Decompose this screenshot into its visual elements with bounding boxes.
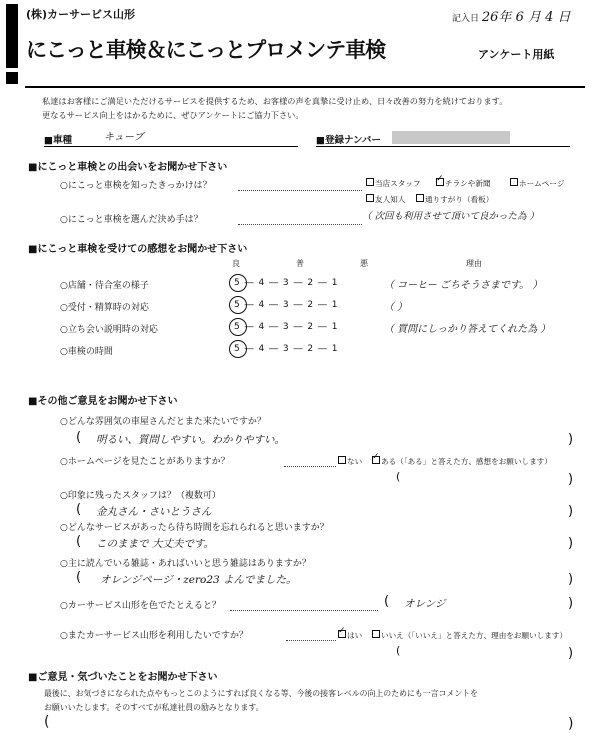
page-subtitle: アンケート用紙 bbox=[478, 48, 555, 61]
section3-title: ■その他ご意見をお聞かせ下さい bbox=[28, 396, 178, 407]
section4-line-2: お願いいたします。そのすべてが私達社員の励みとなります。 bbox=[44, 703, 264, 712]
leader-dots bbox=[238, 224, 362, 225]
row-reception-label: ○受付・精算時の対応 bbox=[60, 303, 149, 313]
paren-open: ( bbox=[396, 644, 401, 657]
option-friend[interactable]: 友人知人 bbox=[366, 194, 405, 205]
section3-q7: ○またカーサービス山形を利用したいですか？ bbox=[60, 631, 248, 641]
paren-close: ) bbox=[568, 596, 574, 611]
row-explain-label: ○立ち会い説明時の対応 bbox=[60, 325, 158, 335]
paren-open: ( bbox=[76, 430, 82, 445]
checkbox[interactable] bbox=[338, 456, 346, 464]
section1-q1: ○にこっと車検を知ったきっかけは？ bbox=[60, 181, 212, 191]
section1-a2[interactable]: （ 次回も利用させて頂いて良かった為 ） bbox=[362, 211, 540, 222]
checkbox-checked[interactable] bbox=[372, 456, 380, 464]
selected-circle-5 bbox=[229, 340, 247, 358]
section3-q3: ○印象に残ったスタッフは？（複数可） bbox=[60, 491, 221, 501]
plate-underline bbox=[316, 146, 570, 147]
paren-close: ) bbox=[568, 472, 574, 487]
date-value: 26年 6 月 4 日 bbox=[481, 10, 571, 25]
repeat-yes-option[interactable]: ✓ はい bbox=[338, 630, 362, 641]
section3-q1: ○どんな雰囲気の車屋さんだとまた来たいですか？ bbox=[60, 417, 266, 427]
paren-close: ) bbox=[568, 536, 574, 551]
exclamation-bar bbox=[6, 4, 18, 68]
section3-q6: ○カーサービス山形を色でたとえると？ bbox=[60, 601, 221, 611]
intro-line-1: 私達はお客様にご満足いただけるサービスを提供するため、お客様の声を真摯に受け止め、日々改善の努力を続けております。 bbox=[42, 96, 508, 106]
paren-open: ( bbox=[76, 502, 82, 517]
checkbox-checked[interactable] bbox=[338, 630, 346, 638]
scale-head-normal: 普 bbox=[296, 259, 304, 268]
date-label: 記入日 bbox=[452, 14, 480, 24]
intro-line-2: 更なるサービス向上をはかるために、ぜひアンケートにご協力下さい。 bbox=[42, 110, 304, 120]
repeat-no-option[interactable]: いいえ（「いいえ」と答えた方、理由をお願いします） bbox=[372, 630, 567, 641]
row-time-scale[interactable]: 5 ― 4 ― 3 ― 2 ― 1 bbox=[234, 344, 339, 354]
leader-dots bbox=[284, 466, 336, 467]
paren-close: ) bbox=[568, 716, 574, 732]
exclamation-dot bbox=[6, 72, 18, 84]
leader-dots bbox=[230, 610, 378, 611]
row-explain-reason[interactable]: （ 質問にしっかり答えてくれた為 ） bbox=[384, 324, 551, 335]
option-flyer[interactable]: ✓ チラシや新聞 bbox=[436, 178, 491, 189]
section3-a1[interactable]: 明るい、質問しやすい。わかりやすい。 bbox=[96, 434, 285, 446]
row-shop-scale[interactable]: 5 ― 4 ― 3 ― 2 ― 1 bbox=[234, 278, 339, 288]
reason-head: 理由 bbox=[466, 259, 482, 268]
option-staff[interactable]: 当店スタッフ bbox=[366, 178, 421, 189]
paren-close: ) bbox=[568, 646, 574, 661]
row-reception-reason[interactable]: （ ） bbox=[384, 302, 408, 313]
section2-title: ■にこっと車検を受けての感想をお聞かせ下さい bbox=[28, 244, 248, 255]
section1-q2: ○にこっと車検を選んだ決め手は？ bbox=[60, 215, 203, 225]
paren-close: ) bbox=[568, 504, 574, 519]
hp-no-option[interactable]: ない bbox=[338, 456, 362, 467]
checkbox[interactable] bbox=[366, 194, 374, 202]
row-shop-label: ○店舗・待合室の様子 bbox=[60, 281, 149, 291]
checkbox[interactable] bbox=[366, 178, 374, 186]
plate-redacted-value bbox=[392, 131, 510, 144]
paren-open: ( bbox=[396, 470, 401, 483]
section1-title: ■にこっと車検との出会いをお聞かせ下さい bbox=[28, 162, 228, 173]
paren-open: ( bbox=[76, 534, 82, 549]
checkbox[interactable] bbox=[510, 178, 518, 186]
checkbox[interactable] bbox=[372, 630, 380, 638]
plate-label: ■登録ナンバー bbox=[316, 135, 381, 146]
row-time-label: ○車検の時間 bbox=[60, 347, 113, 357]
paren-open: ( bbox=[76, 570, 82, 585]
leader-dots bbox=[286, 640, 336, 641]
selected-circle-5 bbox=[229, 296, 247, 314]
checkbox-checked[interactable] bbox=[436, 178, 444, 186]
vehicle-underline bbox=[44, 146, 298, 147]
scale-head-good: 良 bbox=[232, 259, 240, 268]
company-name: (株)カーサービス山形 bbox=[26, 8, 136, 21]
vehicle-label: ■車種 bbox=[44, 135, 72, 146]
paren-close: ) bbox=[568, 572, 574, 587]
selected-circle-5 bbox=[229, 318, 247, 336]
page-title: にこっと車検＆にこっとプロメンテ車検 bbox=[26, 38, 386, 62]
section3-q4: ○どんなサービスがあったら待ち時間を忘れられると思いますか？ bbox=[60, 523, 329, 533]
paren-open: ( bbox=[44, 714, 50, 730]
scale-head-bad: 悪 bbox=[360, 259, 368, 268]
selected-circle-5 bbox=[229, 274, 247, 292]
section4-line-1: 最後に、お気づきになられた点やもっとこのようにすれば良くなる等、今後の接客レベルの向上のためにも一言コメントを bbox=[44, 689, 478, 698]
option-signboard[interactable]: 通りすがり（看板） bbox=[416, 194, 493, 205]
date-field bbox=[452, 6, 571, 25]
option-homepage[interactable]: ホームページ bbox=[510, 178, 564, 189]
vehicle-value[interactable]: キューブ bbox=[104, 132, 144, 143]
header-divider bbox=[25, 86, 585, 88]
row-explain-scale[interactable]: 5 ― 4 ― 3 ― 2 ― 1 bbox=[234, 322, 339, 332]
section4-title: ■ご意見・気づいたことをお聞かせ下さい bbox=[28, 672, 218, 683]
row-shop-reason[interactable]: （ コーヒー ごちそうさまです。 ） bbox=[384, 280, 543, 291]
section3-q5: ○主に読んでいる雑誌・あればいいと思う雑誌はありますか？ bbox=[60, 559, 311, 569]
section3-a6[interactable]: オレンジ bbox=[404, 598, 446, 610]
section3-a3[interactable]: 金丸さん・さいとうさん bbox=[96, 506, 212, 518]
hp-yes-option[interactable]: ✓ ある（「ある」と答えた方、感想をお願いします） bbox=[372, 456, 552, 467]
section3-a4[interactable]: このままで 大丈夫です。 bbox=[96, 538, 214, 550]
row-reception-scale[interactable]: 5 ― 4 ― 3 ― 2 ― 1 bbox=[234, 300, 339, 310]
checkbox[interactable] bbox=[416, 194, 424, 202]
paren-open: ( bbox=[384, 594, 390, 609]
paren-close: ) bbox=[568, 432, 574, 447]
section3-q2: ○ホームページを見たことがありますか？ bbox=[60, 457, 230, 467]
section3-a5[interactable]: オレンジページ・zero23 よんでました。 bbox=[100, 574, 297, 586]
leader-dots bbox=[238, 190, 362, 191]
